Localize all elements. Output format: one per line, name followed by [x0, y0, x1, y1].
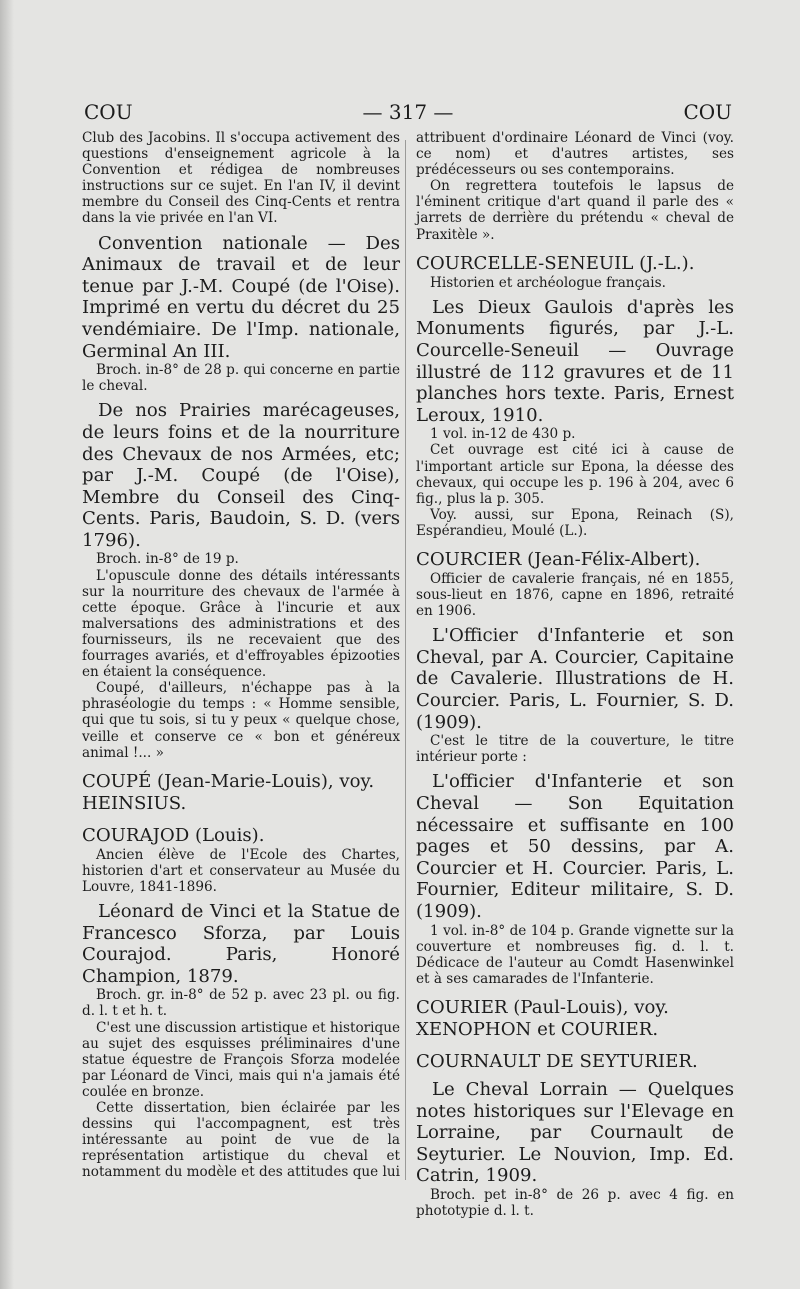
- author-heading: COURNAULT DE SEYTURIER.: [416, 1050, 698, 1072]
- left-column: [82, 130, 400, 1180]
- entry-continuation: Club des Jacobins. Il s'occupa activement des questions d'enseignement agricole à la Convention et rédigea de nombreuses instructions sur ce sujet. En l'an IV, il devint membre du Conseil des Cinq-Cents et rentra dans la vie privée en l'an VI.: [82, 130, 400, 227]
- entry-title: Les Dieux Gaulois d'après les Monuments figurés, par J.-L. Courcelle-Seneuil — Ouvrage illustré de 112 gravures et de 11 planches hors texte. Paris, Ernest Leroux, 1910.: [416, 296, 734, 426]
- entry-title: Léonard de Vinci et la Statue de Francesco Sforza, par Louis Courajod. Paris, Honoré Champion, 1879.: [82, 900, 400, 987]
- binding-shadow: [0, 0, 14, 1289]
- entry-note: Coupé, d'ailleurs, n'échappe pas à la phraséologie du temps : « Homme sensible, qui que tu sois, si tu y peux « quelque chose, veille et conserve ce « bon et généreux animal !... »: [82, 680, 400, 761]
- author-description: Officier de cavalerie français, né en 1855, sous-lieut en 1876, capne en 1896, retraité en 1906.: [416, 570, 734, 620]
- author-description: Ancien élève de l'Ecole des Chartes, historien d'art et conservateur au Musée du Louvre, 1841-1896.: [82, 846, 400, 895]
- entry-note: Broch. pet in-8° de 26 p. avec 4 fig. en phototypie d. l. t.: [416, 1186, 734, 1219]
- entry-note: Broch. gr. in-8° de 52 p. avec 23 pl. ou fig. d. l. t et h. t.: [82, 987, 400, 1020]
- page-number: — 317 —: [362, 100, 454, 124]
- column-divider: [405, 140, 406, 1180]
- entry-note: Cet ouvrage est cité ici à cause de l'important article sur Epona, la déesse des chevaux, qui occupe les p. 196 à 204, avec 6 fig., plus la p. 305.: [416, 442, 734, 507]
- running-header: [84, 100, 732, 130]
- entry-note: Broch. in-8° de 28 p. qui concerne en partie le cheval.: [82, 362, 400, 395]
- author-heading: COUPÉ (Jean-Marie-Louis), voy. HEINSIUS.: [82, 770, 375, 814]
- entry-title: L'Officier d'Infanterie et son Cheval, par A. Courcier, Capitaine de Cavalerie. Illustrations de H. Courcier. Paris, L. Fournier, S. D. (1909).: [416, 625, 734, 733]
- header-right-keyword: COU: [683, 100, 732, 124]
- author-heading: COURCIER (Jean-Félix-Albert).: [416, 548, 701, 570]
- entry-note: Voy. aussi, sur Epona, Reinach (S), Espérandieu, Moulé (L.).: [416, 506, 734, 539]
- entry-note: 1 vol. in-8° de 104 p. Grande vignette sur la couverture et nombreuses fig. d. l. t. Dédicace de l'auteur au Comdt Hasenwinkel et à ses camarades de l'Infanterie.: [416, 922, 734, 987]
- entry-note: 1 vol. in-12 de 430 p.: [430, 426, 576, 443]
- entry-continuation: attribuent d'ordinaire Léonard de Vinci (voy. ce nom) et d'autres artistes, ses prédécesseurs ou ses contemporains.: [416, 130, 734, 179]
- entry-title: Convention nationale — Des Animaux de travail et de leur tenue par J.-M. Coupé (de l'Oise). Imprimé en vertu du décret du 25 vendémiaire. De l'Imp. nationale, Germinal An III.: [82, 232, 400, 362]
- entry-note: C'est le titre de la couverture, le titre intérieur porte :: [416, 733, 734, 766]
- entry-note: On regrettera toutefois le lapsus de l'éminent critique d'art quand il parle des « jarrets de derrière du prétendu « cheval de Praxitèle ».: [416, 178, 734, 243]
- entry-title: L'officier d'Infanterie et son Cheval — Son Equitation nécessaire et suffisante en 100 pages et 50 dessins, par A. Courcier et H. Courcier. Paris, L. Fournier, Editeur militaire, S. D. (1909).: [416, 771, 734, 922]
- header-left-keyword: COU: [84, 100, 133, 124]
- entry-note: L'opuscule donne des détails intéressants sur la nourriture des chevaux de l'armée à cette époque. Grâce à l'incurie et aux malversations des administrations et des fournisseurs, ils ne recevaient que des fourrages avariés, et d'effroyables épizooties en étaient la conséquence.: [82, 567, 400, 681]
- entry-note: Cette dissertation, bien éclairée par les dessins qui l'accompagnent, est très intéressante au point de vue de la représentation artistique du cheval et notamment du modèle et des attitudes que lui: [82, 1100, 400, 1181]
- author-heading: COURCELLE-SENEUIL (J.-L.).: [416, 252, 695, 274]
- author-heading: COURIER (Paul-Louis), voy. XENOPHON et COURIER.: [416, 996, 669, 1040]
- entry-title: Le Cheval Lorrain — Quelques notes historiques sur l'Elevage en Lorraine, par Cournault de Seyturier. Le Nouvion, Imp. Ed. Catrin, 1909.: [416, 1078, 734, 1187]
- author-heading: COURAJOD (Louis).: [82, 824, 265, 846]
- right-column: [416, 130, 734, 1219]
- author-description: Historien et archéologue français.: [430, 274, 666, 291]
- entry-note: Broch. in-8° de 19 p.: [96, 551, 239, 568]
- entry-title: De nos Prairies marécageuses, de leurs foins et de la nourriture des Chevaux de nos Armées, etc; par J.-M. Coupé (de l'Oise), Membre du Conseil des Cinq-Cents. Paris, Baudoin, S. D. (vers 1796).: [82, 400, 400, 551]
- entry-note: C'est une discussion artistique et historique au sujet des esquisses préliminaires d'une statue équestre de François Sforza modelée par Léonard de Vinci, mais qui n'a jamais été coulée en bronze.: [82, 1019, 400, 1100]
